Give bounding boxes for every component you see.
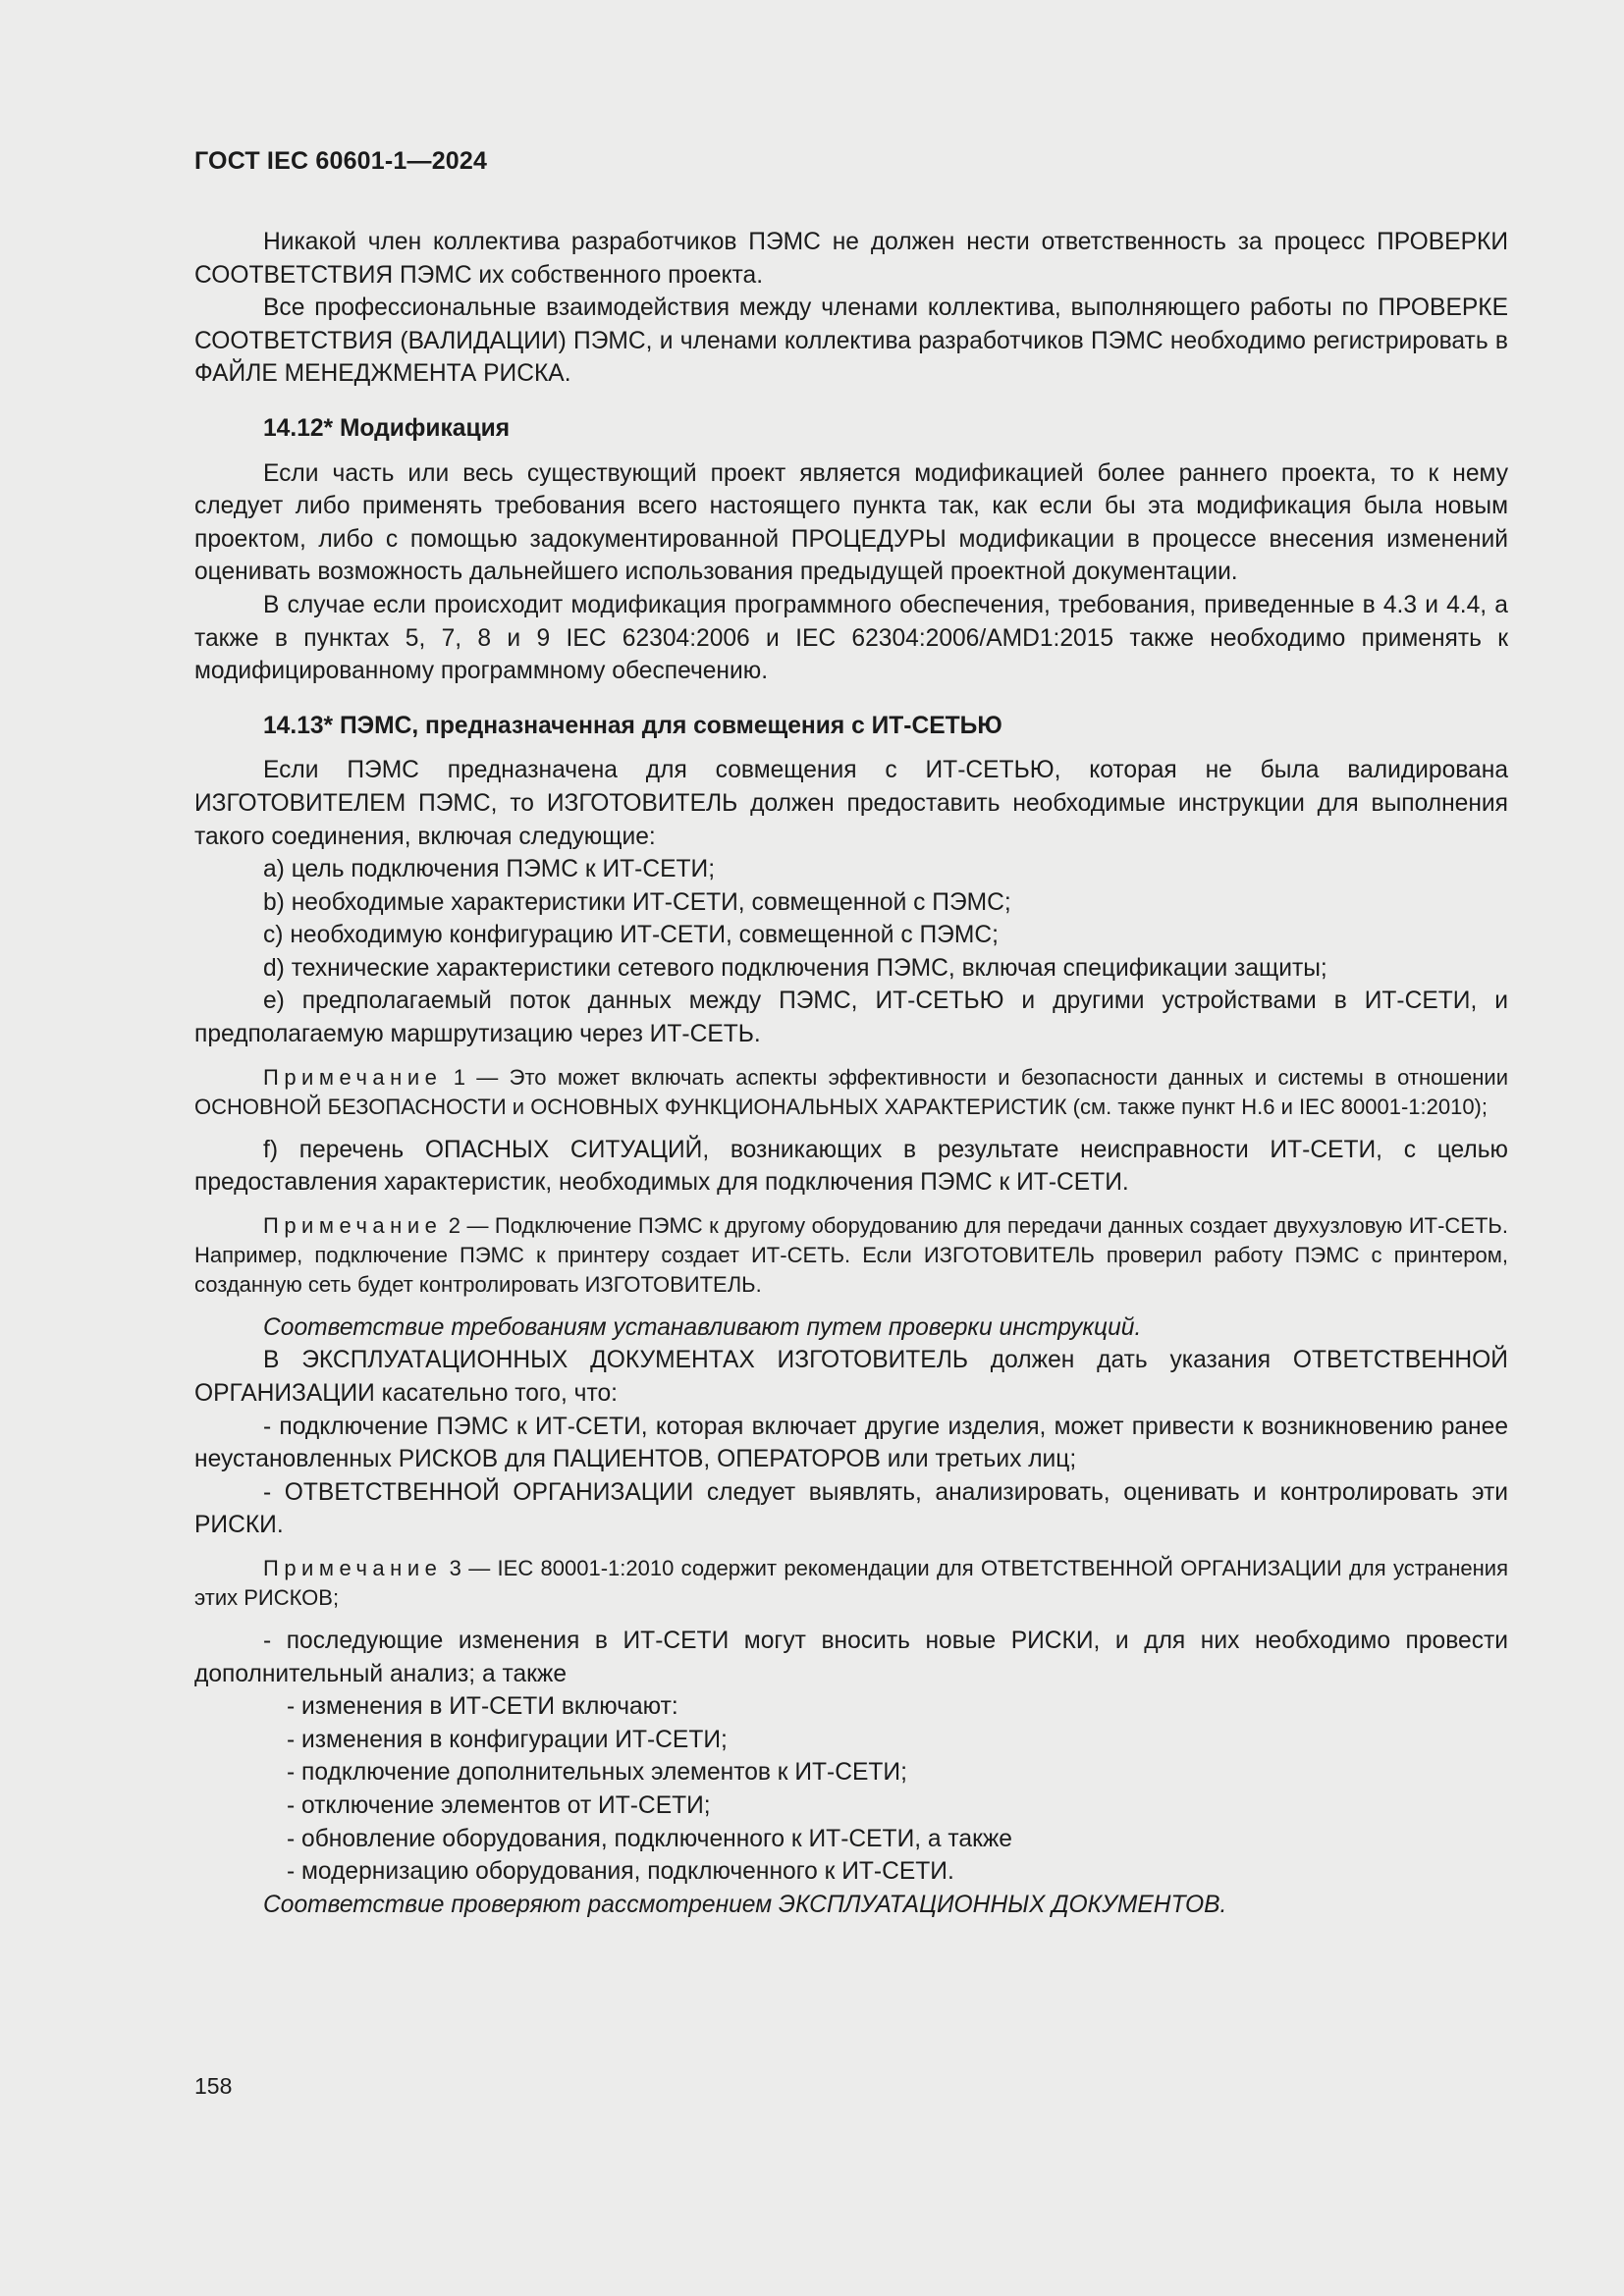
dash-item: - последующие изменения в ИТ-СЕТИ могут вносить новые РИСКИ, и для них необходимо провести дополнительный анализ; а также <box>194 1628 1508 1687</box>
compliance-statement: Соответствие требованиям устанавливают путем проверки инструкций. <box>263 1313 1142 1341</box>
list-item: e) предполагаемый поток данных между ПЭМС, ИТ-СЕТЬЮ и другими устройствами в ИТ-СЕТИ, и предполагаемую маршрутизацию через ИТ-СЕТЬ. <box>194 988 1508 1048</box>
note-text: 2 — Подключение ПЭМС к другому оборудованию для передачи данных создает двухузловую ИТ-СЕТЬ. Например, подключение ПЭМС к принтеру создает ИТ-СЕТЬ. Если ИЗГОТОВИТЕЛЬ проверил работу ПЭМС с принтером, созданную сеть будет контролировать ИЗГОТОВИТЕЛЬ. <box>194 1212 1508 1297</box>
sub-item: - отключение элементов от ИТ-СЕТИ; <box>287 1791 711 1819</box>
document-header: ГОСТ IEC 60601-1—2024 <box>194 147 488 175</box>
note-3 <box>194 1554 1508 1613</box>
paragraph: Никакой член коллектива разработчиков ПЭМС не должен нести ответственность за процесс ПРОВЕРКИ СООТВЕТСТВИЯ ПЭМС их собственного проекта. <box>194 229 1508 289</box>
list-item: d) технические характеристики сетевого подключения ПЭМС, включая спецификации защиты; <box>263 954 1327 982</box>
note-1 <box>194 1063 1508 1122</box>
section-heading-14-12: 14.12* Модификация <box>263 414 511 442</box>
note-text: 1 — Это может включать аспекты эффективности и безопасности данных и системы в отношении ОСНОВНОЙ БЕЗОПАСНОСТИ и ОСНОВНЫХ ФУНКЦИОНАЛЬНЫХ ХАРАКТЕРИСТИК (см. также пункт H.6 и IEC 80001-1:2010); <box>194 1064 1508 1119</box>
paragraph: В ЭКСПЛУАТАЦИОННЫХ ДОКУМЕНТАХ ИЗГОТОВИТЕЛЬ должен дать указания ОТВЕТСТВЕННОЙ ОРГАНИЗАЦИИ касательно того, что: <box>194 1347 1508 1408</box>
list-item: a) цель подключения ПЭМС к ИТ-СЕТИ; <box>263 856 716 883</box>
list-item: c) необходимую конфигурацию ИТ-СЕТИ, совмещенной с ПЭМС; <box>263 922 999 949</box>
sub-item: - модернизацию оборудования, подключенного к ИТ-СЕТИ. <box>287 1858 954 1886</box>
section-heading-14-13: 14.13* ПЭМС, предназначенная для совмещения с ИТ-СЕТЬЮ <box>263 712 1002 739</box>
paragraph: Если ПЭМС предназначена для совмещения с ИТ-СЕТЬЮ, которая не была валидирована ИЗГОТОВИТЕЛЕМ ПЭМС, то ИЗГОТОВИТЕЛЬ должен предоставить необходимые инструкции для выполнения такого соединения, включая следующие: <box>194 757 1508 850</box>
sub-item: - изменения в ИТ-СЕТИ включают: <box>287 1693 678 1721</box>
sub-item: - изменения в конфигурации ИТ-СЕТИ; <box>287 1726 728 1753</box>
list-item: f) перечень ОПАСНЫХ СИТУАЦИЙ, возникающих в результате неисправности ИТ-СЕТИ, с целью предоставления характеристик, необходимых для подключения ПЭМС к ИТ-СЕТИ. <box>194 1136 1508 1197</box>
dash-item: - подключение ПЭМС к ИТ-СЕТИ, которая включает другие изделия, может привести к возникновению ранее неустановленных РИСКОВ для ПАЦИЕНТОВ, ОПЕРАТОРОВ или третьих лиц; <box>194 1413 1508 1473</box>
note-text: 3 — IEC 80001-1:2010 содержит рекомендации для ОТВЕТСТВЕННОЙ ОРГАНИЗАЦИИ для устранения этих РИСКОВ; <box>194 1556 1508 1610</box>
compliance-statement: Соответствие проверяют рассмотрением ЭКСПЛУАТАЦИОННЫХ ДОКУМЕНТОВ. <box>263 1891 1227 1918</box>
sub-item: - подключение дополнительных элементов к ИТ-СЕТИ; <box>287 1759 907 1787</box>
document-body <box>194 226 1508 1921</box>
dash-item: - ОТВЕТСТВЕННОЙ ОРГАНИЗАЦИИ следует выявлять, анализировать, оценивать и контролировать эти РИСКИ. <box>194 1478 1508 1539</box>
list-item: b) необходимые характеристики ИТ-СЕТИ, совмещенной с ПЭМС; <box>263 888 1011 916</box>
note-label: Примечание <box>263 1556 443 1580</box>
sub-item: - обновление оборудования, подключенного к ИТ-СЕТИ, а также <box>287 1825 1012 1852</box>
note-label: Примечание <box>263 1064 443 1090</box>
paragraph: В случае если происходит модификация программного обеспечения, требования, приведенные в 4.3 и 4.4, а также в пунктах 5, 7, 8 и 9 IEC 62304:2006 и IEC 62304:2006/AMD1:2015 также необходимо применять к модифицированному программному обеспечению. <box>194 591 1508 685</box>
paragraph: Все профессиональные взаимодействия между членами коллектива, выполняющего работы по ПРОВЕРКЕ СООТВЕТСТВИЯ (ВАЛИДАЦИИ) ПЭМС, и членами коллектива разработчиков ПЭМС необходимо регистрировать в ФАЙЛЕ МЕНЕДЖМЕНТА РИСКА. <box>194 294 1508 388</box>
page-number: 158 <box>194 2073 233 2099</box>
note-label: Примечание <box>263 1212 443 1238</box>
note-2 <box>194 1211 1508 1300</box>
paragraph: Если часть или весь существующий проект является модификацией более раннего проекта, то к нему следует либо применять требования всего настоящего пункта так, как если бы эта модификация была новым проектом, либо с помощью задокументированной ПРОЦЕДУРЫ модификации в процессе внесения изменений оценивать возможность дальнейшего использования предыдущей проектной документации. <box>194 459 1508 586</box>
